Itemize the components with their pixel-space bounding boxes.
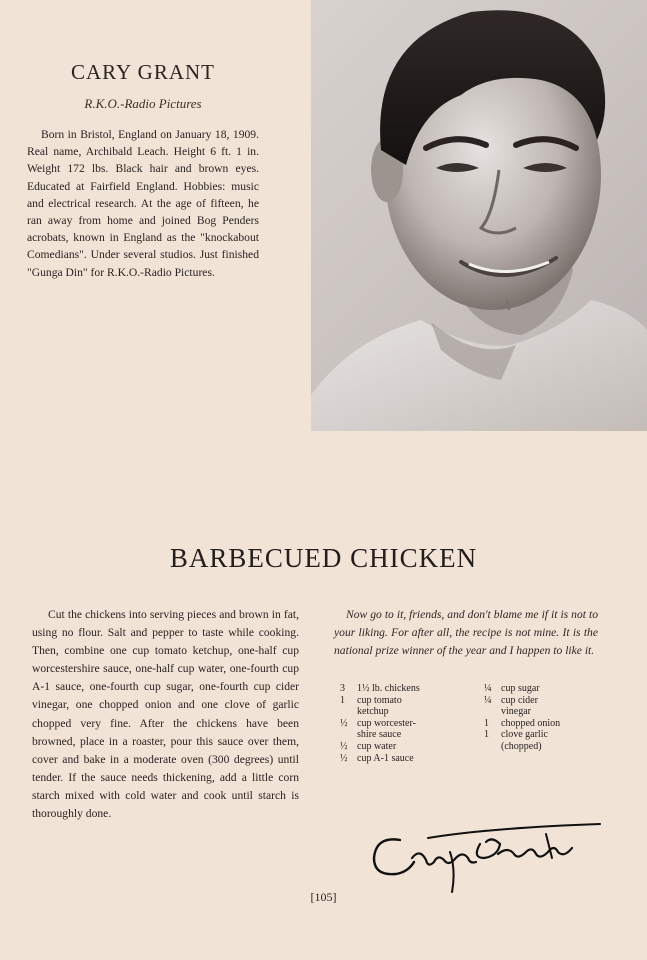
ingredient-qty bbox=[340, 729, 357, 741]
ingredients-list-left bbox=[340, 683, 480, 764]
ingredient-text: cup cider bbox=[501, 694, 538, 706]
ingredient-item bbox=[484, 729, 594, 741]
ingredients-list-right bbox=[484, 683, 594, 753]
ingredient-qty: ½ bbox=[340, 717, 348, 729]
ingredient-item bbox=[340, 741, 480, 753]
studio-name: R.K.O.-Radio Pictures bbox=[84, 96, 202, 111]
handwritten-signature bbox=[368, 818, 603, 893]
ingredient-item bbox=[340, 718, 480, 730]
ingredient-text: shire sauce bbox=[357, 729, 402, 741]
recipe-note: Now go to it, friends, and don't blame me if it is not to your liking. For after all, the recipe is not mine. It is the national prize winner of the year and I happen to like it. bbox=[334, 608, 598, 658]
ingredient-text: clove garlic bbox=[501, 729, 548, 741]
ingredient-text: chopped onion bbox=[501, 717, 561, 729]
ingredient-item bbox=[340, 706, 480, 718]
ingredient-qty: ¼ bbox=[484, 683, 492, 694]
ingredient-item bbox=[340, 695, 480, 707]
actor-name: CARY GRANT bbox=[71, 60, 215, 84]
ingredient-qty bbox=[484, 706, 501, 718]
ingredient-item bbox=[340, 753, 480, 765]
ingredient-item bbox=[340, 683, 480, 695]
ingredient-text: ketchup bbox=[357, 706, 389, 718]
ingredient-text: cup water bbox=[357, 740, 397, 752]
recipe-instructions: Cut the chickens into serving pieces and brown in fat, using no flour. Salt and pepper to taste while cooking. Then, combine one cup tomato ketchup, one-half cup worcestershire sauce, one-half cup water, one-fourth cup A-1 sauce, one-fourth cup sugar, one-fourth cup cider vinegar, one chopped onion and one clove of garlic chopped very fine. After the chickens have been browned, place in a roaster, pour this sauce over them, cover and bake in a moderate oven (300 degrees) until tender. If the sauce needs thickening, add a little corn starch mixed with cold water and cook until starch is thoroughly done. bbox=[32, 608, 299, 821]
portrait-illustration bbox=[311, 0, 647, 431]
ingredient-text: 1½ lb. chickens bbox=[357, 683, 420, 694]
ingredient-qty: 1 bbox=[340, 694, 345, 706]
actor-portrait-photo bbox=[311, 0, 647, 431]
page-number: [105] bbox=[310, 890, 337, 904]
ingredient-text: cup A-1 sauce bbox=[357, 752, 414, 764]
ingredient-item bbox=[340, 729, 480, 741]
ingredient-qty: ½ bbox=[340, 752, 348, 764]
ingredient-text: (chopped) bbox=[501, 740, 542, 752]
ingredient-item bbox=[484, 706, 594, 718]
ingredient-item bbox=[484, 683, 594, 695]
ingredient-item bbox=[484, 718, 594, 730]
recipe-title: BARBECUED CHICKEN bbox=[169, 543, 478, 573]
ingredient-item bbox=[484, 741, 594, 753]
ingredient-qty: 1 bbox=[484, 729, 489, 741]
ingredient-qty: 1 bbox=[484, 717, 489, 729]
ingredient-text: vinegar bbox=[501, 706, 531, 718]
actor-biography: Born in Bristol, England on January 18, 1909. Real name, Archibald Leach. Height 6 ft. 1 in. Weight 172 lbs. Black hair and brown eyes. Educated at Fairfield England. Hobbies: music and electrical research. At the age of fifteen, he ran away from home and joined Bog Penders acrobats, known in England as the "knockabout Comedians". Under several studios. Just finished "Gunga Din" for R.K.O.-Radio Pictures. bbox=[27, 128, 259, 279]
ingredient-qty: ¼ bbox=[484, 694, 492, 706]
ingredient-qty bbox=[484, 741, 501, 753]
ingredient-text: cup worcester- bbox=[357, 717, 416, 729]
ingredient-text: cup sugar bbox=[501, 683, 540, 694]
ingredient-item bbox=[484, 695, 594, 707]
ingredient-qty: ½ bbox=[340, 740, 348, 752]
ingredient-qty bbox=[340, 706, 357, 718]
ingredient-qty: 3 bbox=[340, 683, 345, 694]
ingredient-text: cup tomato bbox=[357, 694, 402, 706]
